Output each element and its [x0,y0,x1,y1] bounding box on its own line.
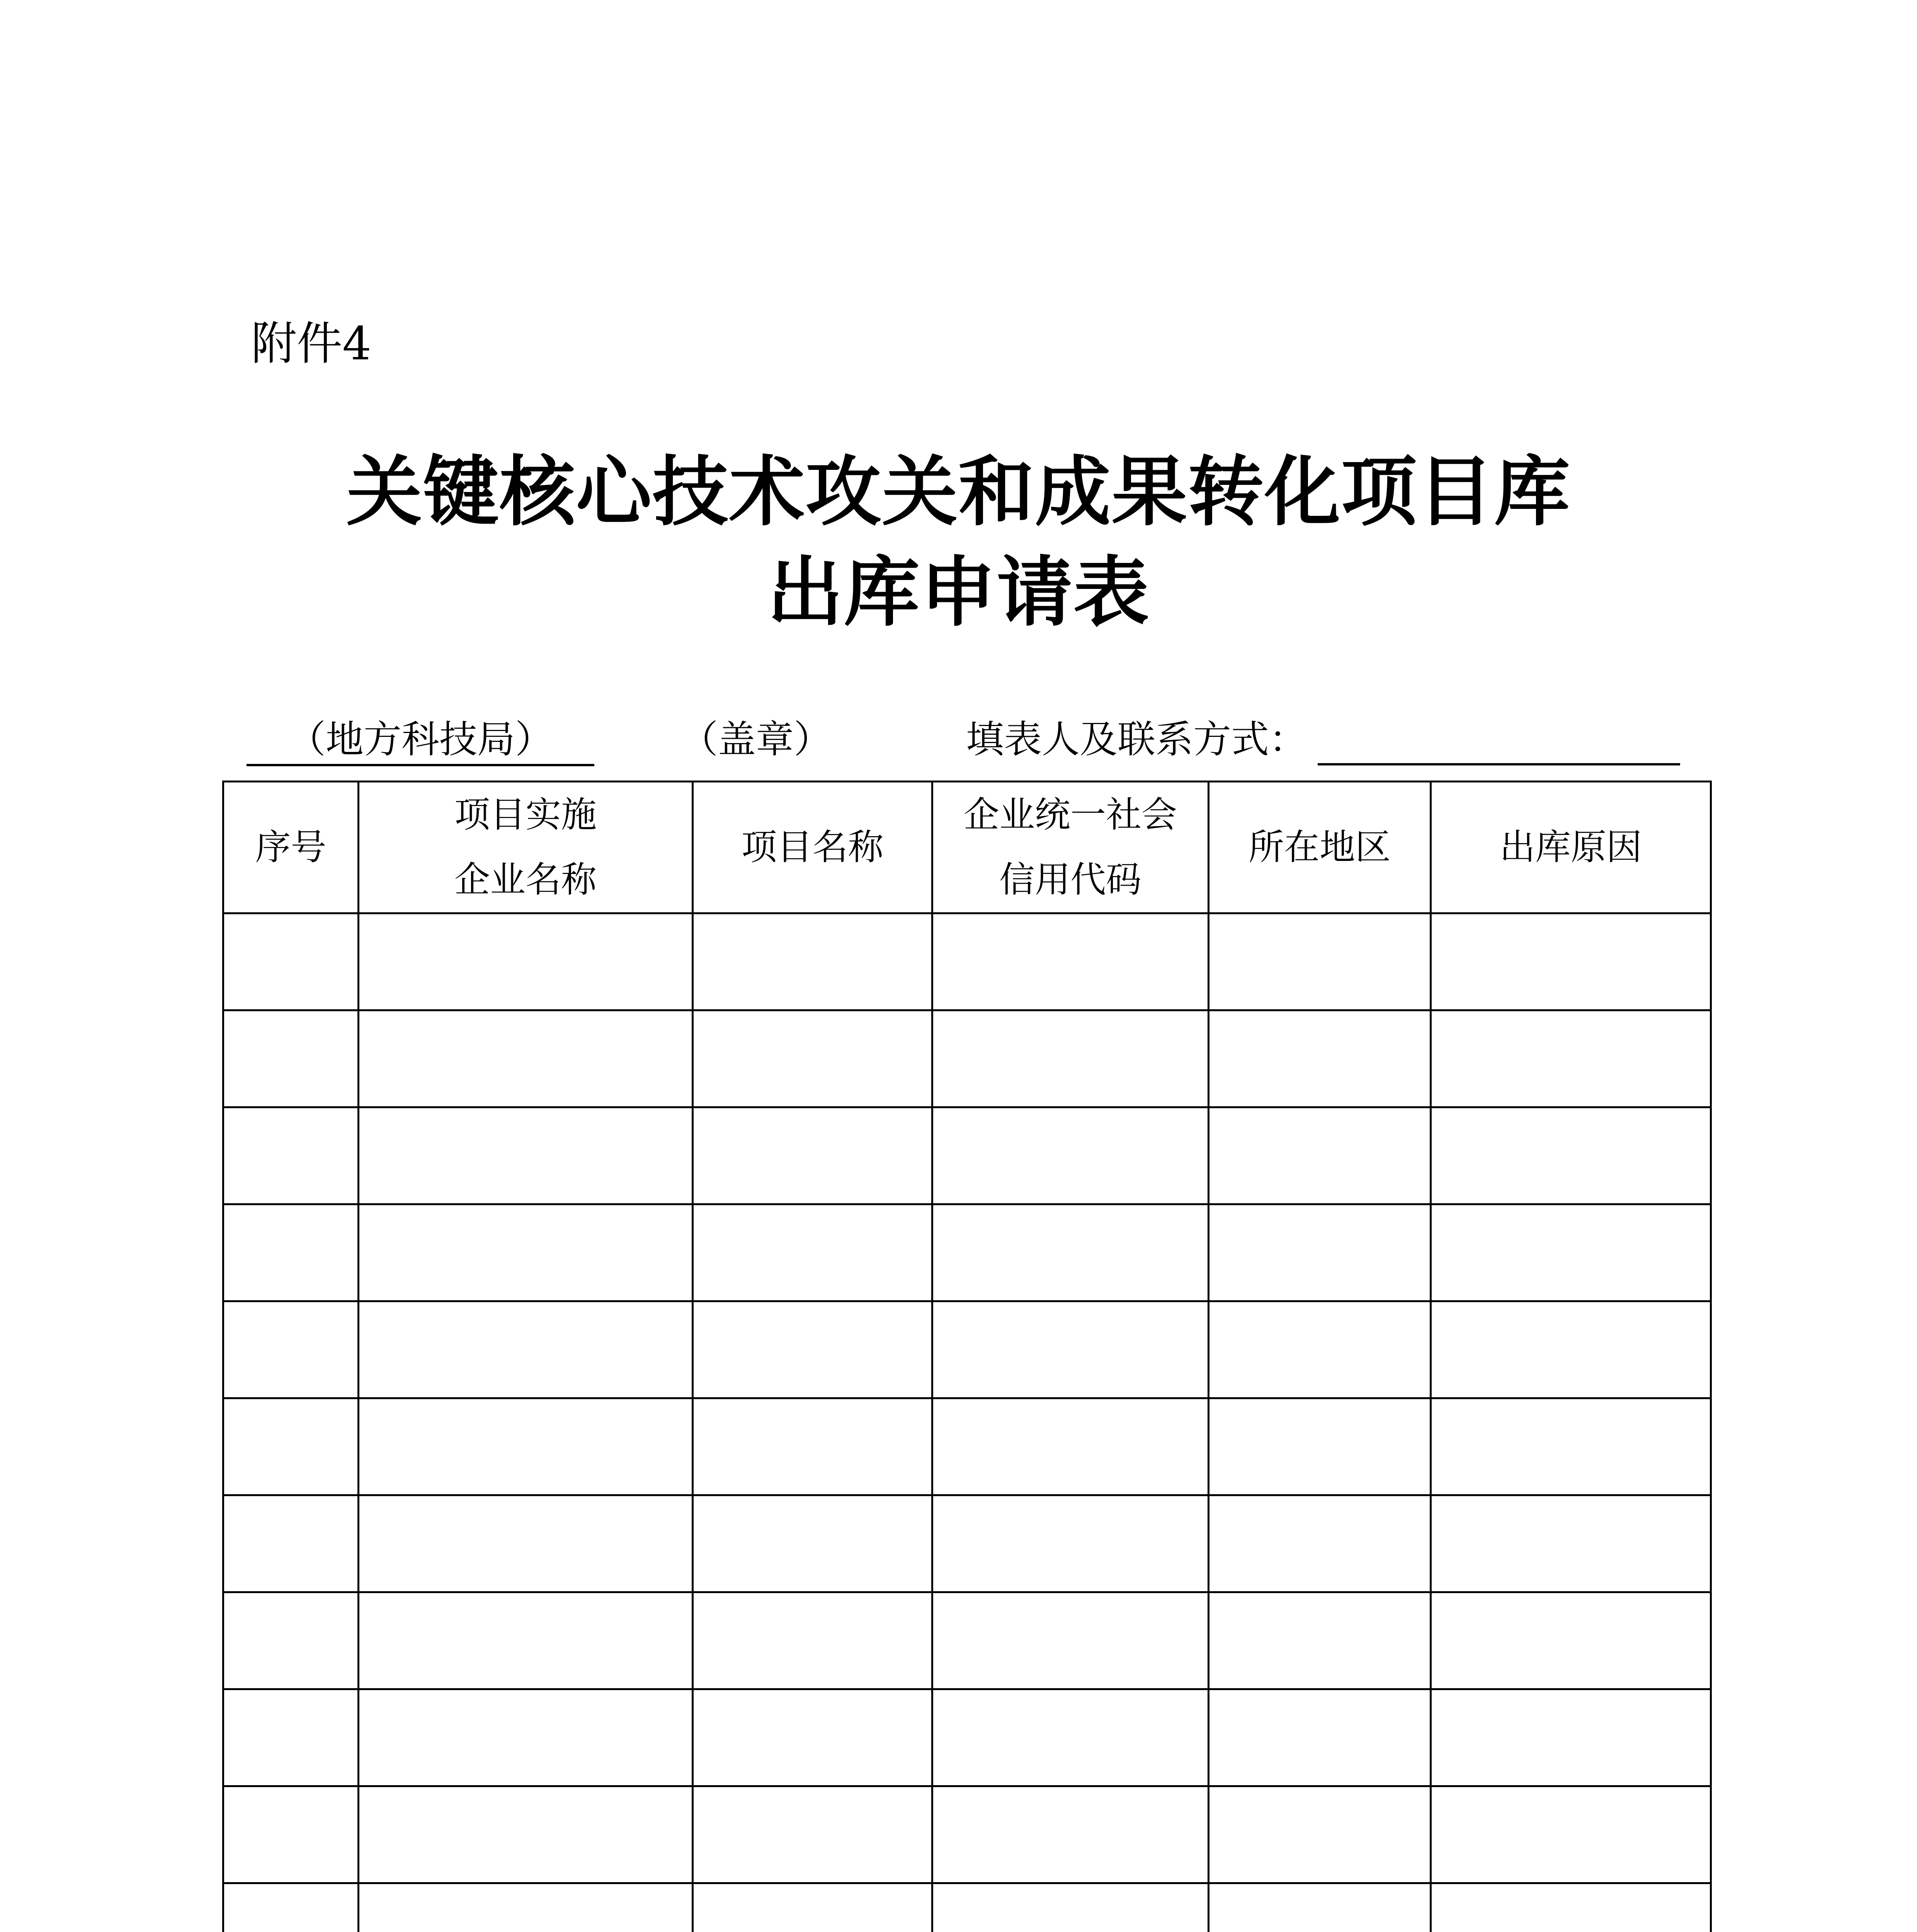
cell-credit-code[interactable] [932,913,1209,1010]
cell-serial[interactable] [223,1107,359,1204]
cell-serial[interactable] [223,1592,359,1689]
cell-enterprise-name[interactable] [359,1786,693,1883]
cell-region[interactable] [1209,1786,1431,1883]
cell-region[interactable] [1209,1107,1431,1204]
cell-credit-code[interactable] [932,1204,1209,1301]
cell-enterprise-name[interactable] [359,1107,693,1204]
cell-serial[interactable] [223,1883,359,1932]
cell-region[interactable] [1209,1883,1431,1932]
header-project-name: 项目名称 [693,782,932,913]
cell-project-name[interactable] [693,1689,932,1786]
cell-credit-code[interactable] [932,1786,1209,1883]
application-table [222,781,1712,1932]
cell-project-name[interactable] [693,1107,932,1204]
cell-project-name[interactable] [693,1204,932,1301]
cell-serial[interactable] [223,1786,359,1883]
table-row [223,1592,1711,1689]
cell-serial[interactable] [223,1010,359,1107]
header-credit-code: 企业统一社会 信用代码 [932,782,1209,913]
table-row [223,1010,1711,1107]
header-region: 所在地区 [1209,782,1431,913]
cell-region[interactable] [1209,1592,1431,1689]
cell-region[interactable] [1209,1495,1431,1592]
table-row [223,1786,1711,1883]
cell-region[interactable] [1209,913,1431,1010]
bureau-field[interactable]: （地方科技局） [247,721,594,766]
cell-project-name[interactable] [693,1883,932,1932]
cell-exit-reason[interactable] [1431,1301,1711,1398]
table-row [223,913,1711,1010]
cell-enterprise-name[interactable] [359,913,693,1010]
cell-serial[interactable] [223,1398,359,1495]
table-row [223,1883,1711,1932]
cell-enterprise-name[interactable] [359,1689,693,1786]
cell-exit-reason[interactable] [1431,1010,1711,1107]
cell-enterprise-name[interactable] [359,1592,693,1689]
cell-region[interactable] [1209,1301,1431,1398]
cell-project-name[interactable] [693,1592,932,1689]
table-row [223,1301,1711,1398]
cell-serial[interactable] [223,913,359,1010]
cell-project-name[interactable] [693,1495,932,1592]
cell-region[interactable] [1209,1010,1431,1107]
cell-credit-code[interactable] [932,1010,1209,1107]
form-title-line-1: 关键核心技术攻关和成果转化项目库 [346,447,1571,536]
cell-credit-code[interactable] [932,1398,1209,1495]
table-row [223,1689,1711,1786]
filler-contact-label: 填表人及联系方式： [966,718,1307,762]
table-row [223,1398,1711,1495]
cell-enterprise-name[interactable] [359,1204,693,1301]
table-body [223,913,1711,1932]
cell-exit-reason[interactable] [1431,1786,1711,1883]
table-row [223,1495,1711,1592]
cell-project-name[interactable] [693,1786,932,1883]
cell-credit-code[interactable] [932,1689,1209,1786]
cell-credit-code[interactable] [932,1301,1209,1398]
attachment-label: 附件4 [251,317,372,370]
cell-project-name[interactable] [693,913,932,1010]
cell-exit-reason[interactable] [1431,1398,1711,1495]
table-row [223,1107,1711,1204]
cell-enterprise-name[interactable] [359,1883,693,1932]
cell-project-name[interactable] [693,1010,932,1107]
filler-contact-field[interactable] [1318,763,1680,765]
seal-label: （盖章） [680,718,832,762]
cell-credit-code[interactable] [932,1883,1209,1932]
cell-serial[interactable] [223,1301,359,1398]
cell-exit-reason[interactable] [1431,1592,1711,1689]
cell-region[interactable] [1209,1204,1431,1301]
cell-exit-reason[interactable] [1431,1883,1711,1932]
cell-enterprise-name[interactable] [359,1398,693,1495]
cell-serial[interactable] [223,1689,359,1786]
table-row [223,1204,1711,1301]
cell-region[interactable] [1209,1689,1431,1786]
cell-project-name[interactable] [693,1301,932,1398]
cell-exit-reason[interactable] [1431,1495,1711,1592]
header-enterprise-name: 项目实施 企业名称 [359,782,693,913]
cell-exit-reason[interactable] [1431,1107,1711,1204]
cell-exit-reason[interactable] [1431,1204,1711,1301]
header-serial-number: 序号 [223,782,359,913]
table-header-row [223,782,1711,913]
cell-exit-reason[interactable] [1431,1689,1711,1786]
cell-enterprise-name[interactable] [359,1301,693,1398]
cell-enterprise-name[interactable] [359,1010,693,1107]
cell-credit-code[interactable] [932,1592,1209,1689]
cell-region[interactable] [1209,1398,1431,1495]
cell-project-name[interactable] [693,1398,932,1495]
header-exit-reason: 出库原因 [1431,782,1711,913]
cell-serial[interactable] [223,1204,359,1301]
cell-credit-code[interactable] [932,1107,1209,1204]
cell-serial[interactable] [223,1495,359,1592]
form-title-line-2: 出库申请表 [767,548,1150,637]
cell-enterprise-name[interactable] [359,1495,693,1592]
cell-credit-code[interactable] [932,1495,1209,1592]
cell-exit-reason[interactable] [1431,913,1711,1010]
